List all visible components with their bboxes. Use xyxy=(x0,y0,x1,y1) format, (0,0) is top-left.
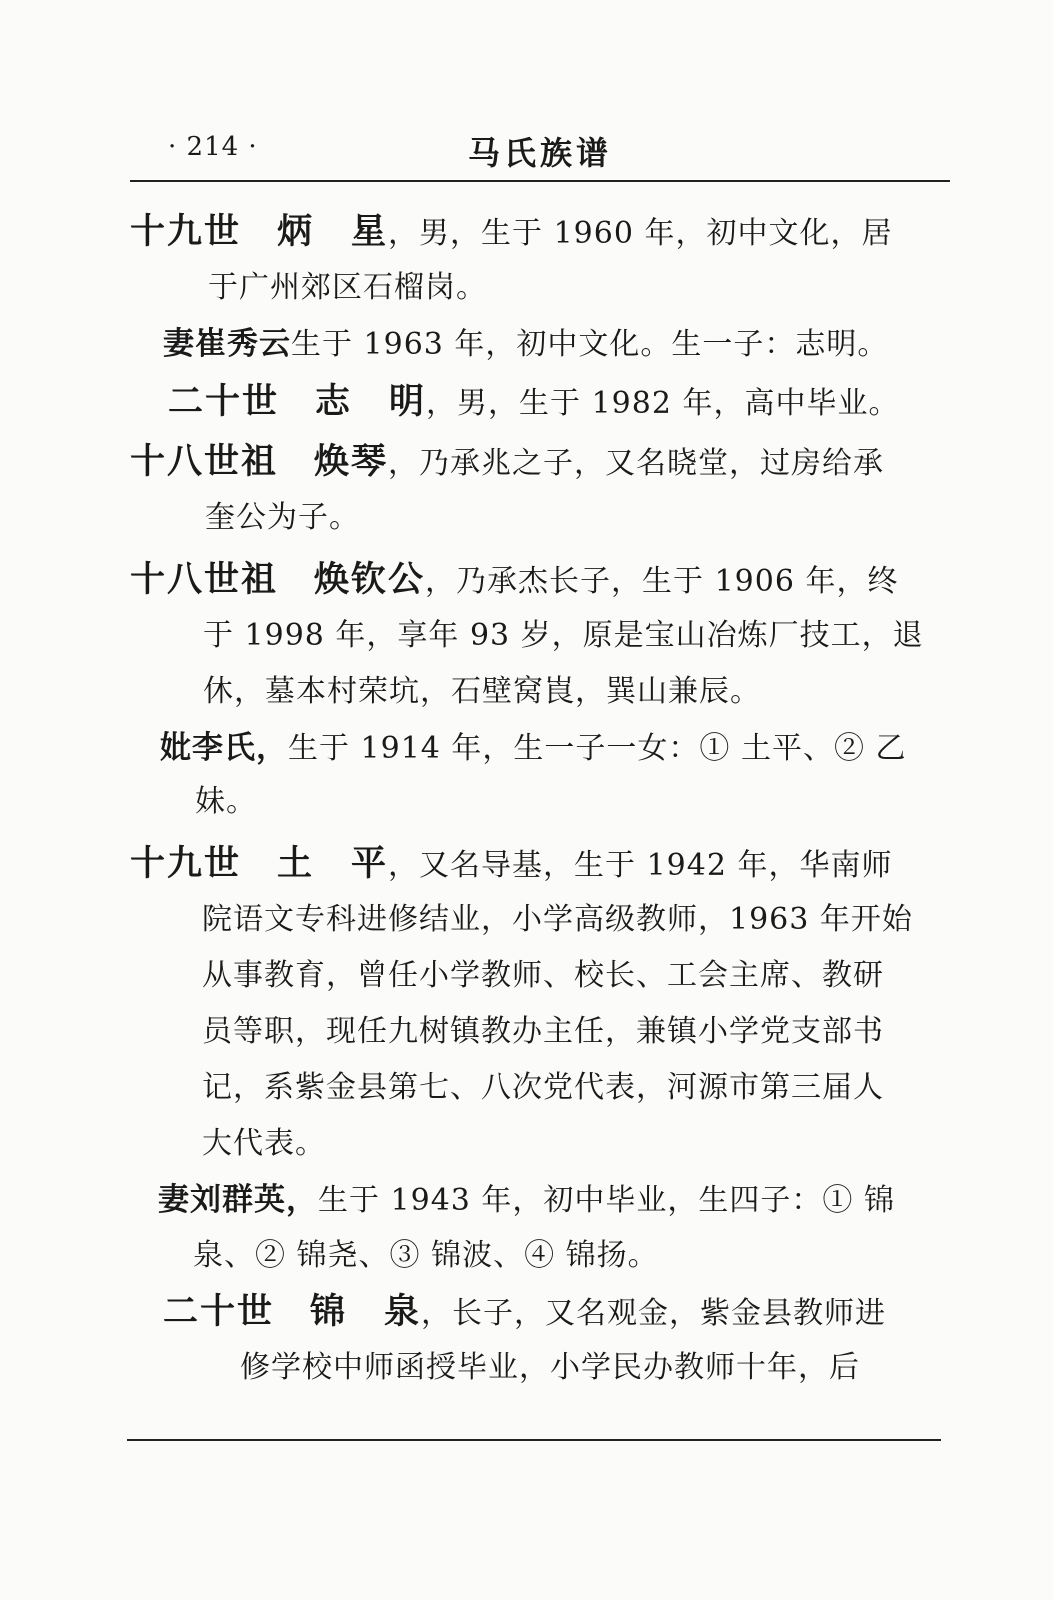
entry-text: ，又名导基，生于 1942 年，华南师 xyxy=(388,848,893,883)
page-number: · 214 · xyxy=(168,132,258,162)
entry-heading xyxy=(130,560,898,602)
spouse-line xyxy=(158,1180,895,1221)
entry-text: 生于 1963 年，初中文化。生一子：志明。 xyxy=(291,327,889,362)
person-name: 锦 泉 xyxy=(310,1292,422,1332)
spouse-label: 妻刘群英， xyxy=(158,1182,318,1218)
entry-text: ，长子，又名观金，紫金县教师进 xyxy=(421,1296,887,1331)
entry-text: 于广州郊区石榴岗。 xyxy=(208,270,487,305)
spouse-label: 妻崔秀云 xyxy=(163,326,291,362)
spouse-line xyxy=(160,728,907,769)
entry-text: 员等职，现任九树镇教办主任，兼镇小学党支部书 xyxy=(202,1014,884,1049)
generation-label: 十九世 xyxy=(130,212,242,252)
entry-text: 生于 1943 年，初中毕业，生四子：① 锦 xyxy=(318,1183,895,1218)
spouse-label: 妣李氏， xyxy=(160,730,288,766)
entry-text: 泉、② 锦尧、③ 锦波、④ 锦扬。 xyxy=(193,1238,659,1273)
entry-text: 奎公为子。 xyxy=(205,500,360,535)
entry-heading xyxy=(130,844,892,886)
person-name: 焕钦公 xyxy=(314,560,426,600)
entry-text: 休，墓本村荣坑，石壁窝崀，巽山兼辰。 xyxy=(203,674,761,709)
person-name: 土 平 xyxy=(277,844,389,884)
generation-label: 二十世 xyxy=(163,1292,275,1332)
entry-heading xyxy=(163,1292,886,1334)
entry-heading xyxy=(130,212,892,254)
entry-text: 大代表。 xyxy=(202,1126,326,1161)
spouse-line xyxy=(163,324,888,365)
entry-heading xyxy=(168,382,899,424)
entry-text: ，乃承兆之子，又名晓堂，过房给承 xyxy=(388,446,885,481)
entry-text: ，乃承杰长子，生于 1906 年，终 xyxy=(425,564,899,599)
entry-text: ，男，生于 1982 年，高中毕业。 xyxy=(426,386,900,421)
header-rule xyxy=(130,180,950,182)
entry-text: 院语文专科进修结业，小学高级教师，1963 年开始 xyxy=(202,902,913,937)
generation-label: 十八世祖 xyxy=(130,560,279,600)
entry-heading xyxy=(130,442,884,484)
generation-label: 十九世 xyxy=(130,844,242,884)
footer-rule xyxy=(127,1439,941,1441)
entry-text: 修学校中师函授毕业，小学民办教师十年，后 xyxy=(240,1350,860,1385)
person-name: 志 明 xyxy=(315,382,427,422)
generation-label: 十八世祖 xyxy=(130,442,279,482)
generation-label: 二十世 xyxy=(168,382,280,422)
entry-text: 于 1998 年，享年 93 岁，原是宝山冶炼厂技工，退 xyxy=(203,618,924,653)
person-name: 焕琴 xyxy=(314,442,389,482)
entry-text: 生于 1914 年，生一子一女：① 土平、② 乙 xyxy=(288,731,907,766)
entry-text: 妹。 xyxy=(195,784,257,819)
entry-text: 记，系紫金县第七、八次党代表，河源市第三届人 xyxy=(202,1070,884,1105)
page-header xyxy=(130,128,950,172)
entry-text: ，男，生于 1960 年，初中文化，居 xyxy=(388,216,893,251)
entry-text: 从事教育，曾任小学教师、校长、工会主席、教研 xyxy=(202,958,884,993)
person-name: 炳 星 xyxy=(277,212,389,252)
book-title: 马氏族谱 xyxy=(467,134,612,172)
